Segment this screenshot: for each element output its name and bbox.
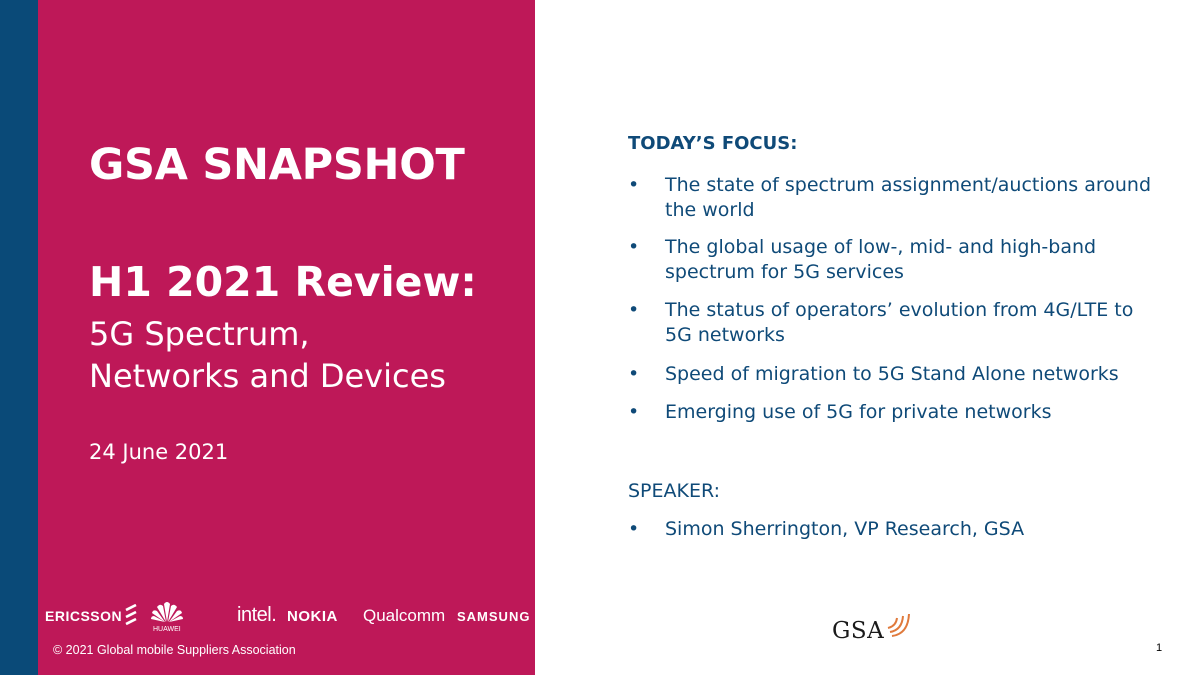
focus-item-text: Emerging use of 5G for private networks: [665, 401, 1052, 423]
review-heading: H1 2021 Review:: [89, 258, 477, 306]
bullet-icon: •: [628, 363, 640, 385]
left-accent-bar: [0, 0, 38, 675]
title-panel: [38, 0, 569, 675]
bullet-icon: •: [628, 299, 640, 321]
ericsson-mark-icon: [125, 604, 137, 630]
nokia-logo: NOKIA: [287, 608, 338, 625]
qualcomm-logo: Qualcomm: [363, 606, 446, 625]
page-number: 1: [1156, 642, 1163, 654]
subtitle-line: 5G Spectrum,: [89, 315, 310, 353]
samsung-logo: SAMSUNG: [457, 609, 531, 624]
focus-item-text: The state of spectrum assignment/auctions around the world: [665, 174, 1152, 221]
speaker-heading: SPEAKER:: [628, 480, 721, 502]
focus-item-text: Speed of migration to 5G Stand Alone networks: [665, 363, 1119, 385]
bullet-icon: •: [628, 236, 640, 258]
ericsson-logo: ERICSSON: [45, 608, 123, 624]
huawei-wordmark: HUAWEI: [153, 626, 181, 633]
huawei-logo: [149, 600, 187, 638]
speaker-item-text: Simon Sherrington, VP Research, GSA: [665, 518, 1025, 540]
slide-title: GSA SNAPSHOT: [89, 140, 465, 190]
intel-logo: intel.: [237, 604, 277, 626]
presentation-date: 24 June 2021: [89, 440, 229, 464]
bullet-icon: •: [628, 174, 640, 196]
gsa-logo: [832, 608, 912, 648]
subtitle-line: Networks and Devices: [89, 357, 446, 395]
signal-waves-icon: [884, 608, 916, 638]
focus-heading: TODAY’S FOCUS:: [628, 133, 798, 154]
bullet-icon: •: [628, 401, 640, 423]
focus-item-text: The global usage of low-, mid- and high-band spectrum for 5G services: [665, 236, 1097, 283]
gsa-wordmark: GSA: [832, 618, 885, 644]
partner-logos: [45, 600, 569, 640]
focus-item-text: The status of operators’ evolution from 4G/LTE to 5G networks: [665, 299, 1134, 346]
copyright-notice: © 2021 Global mobile Suppliers Association: [53, 643, 296, 657]
zte-logo: ZTE: [540, 607, 569, 624]
subtitle: [89, 313, 446, 397]
bullet-icon: •: [628, 518, 640, 540]
